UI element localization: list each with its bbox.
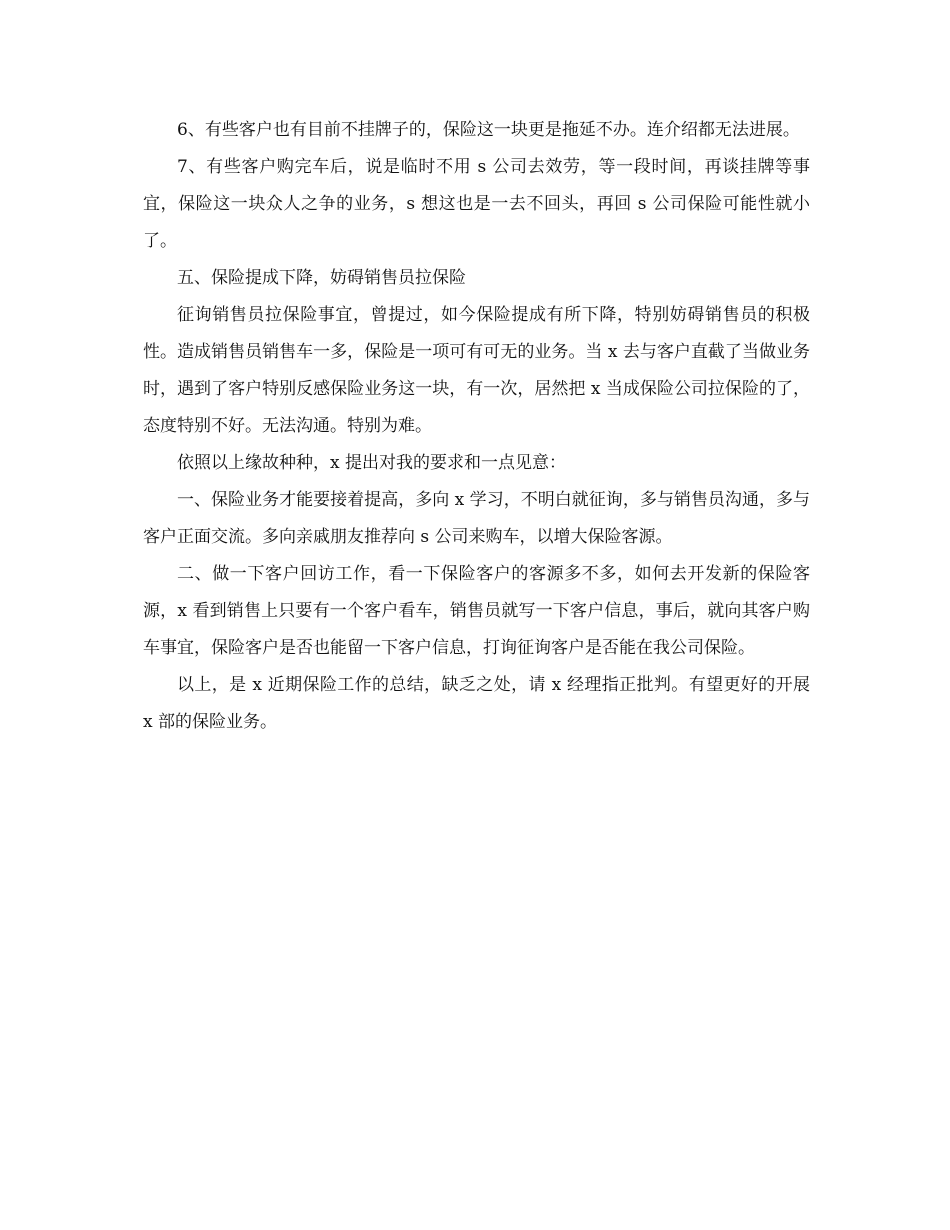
paragraph-requirement-1: 一、保险业务才能要接着提高，多向 x 学习，不明白就征询，多与销售员沟通，多与客户正面交流。多向亲戚朋友推荐向 s 公司来购车，以增大保险客源。 — [143, 490, 810, 547]
document-page — [143, 112, 810, 741]
section-heading-5: 五、保险提成下降，妨碍销售员拉保险 — [177, 268, 466, 288]
paragraph-conclusion: 以上，是 x 近期保险工作的总结，缺乏之处，请 x 经理指正批判。有望更好的开展 x 部的保险业务。 — [143, 675, 810, 732]
paragraph-body: 征询销售员拉保险事宜，曾提过，如今保险提成有所下降，特别妨碍销售员的积极性。造成销售员销售车一多，保险是一项可有可无的业务。当 x 去与客户直截了当做业务时，遇到了客户特别反感保险业务这一块，有一次，居然把 x 当成保险公司拉保险的了，态度特别不好。无法沟通。特别为难。 — [143, 305, 810, 436]
paragraph-requirement-2: 二、做一下客户回访工作，看一下保险客户的客源多不多，如何去开发新的保险客源，x 看到销售上只要有一个客户看车，销售员就写一下客户信息，事后，就向其客户购车事宜，保险客户是否也能留一下客户信息，打询征询客户是否能在我公司保险。 — [143, 564, 810, 658]
paragraph-item-7: 7、有些客户购完车后，说是临时不用 s 公司去效劳，等一段时间，再谈挂牌等事宜，保险这一块众人之争的业务，s 想这也是一去不回头，再回 s 公司保险可能性就小了。 — [143, 157, 810, 251]
paragraph-intro-requirements: 依照以上缘故种种，x 提出对我的要求和一点见意： — [177, 453, 566, 473]
paragraph-item-6: 6、有些客户也有目前不挂牌子的，保险这一块更是拖延不办。连介绍都无法进展。 — [177, 120, 800, 140]
